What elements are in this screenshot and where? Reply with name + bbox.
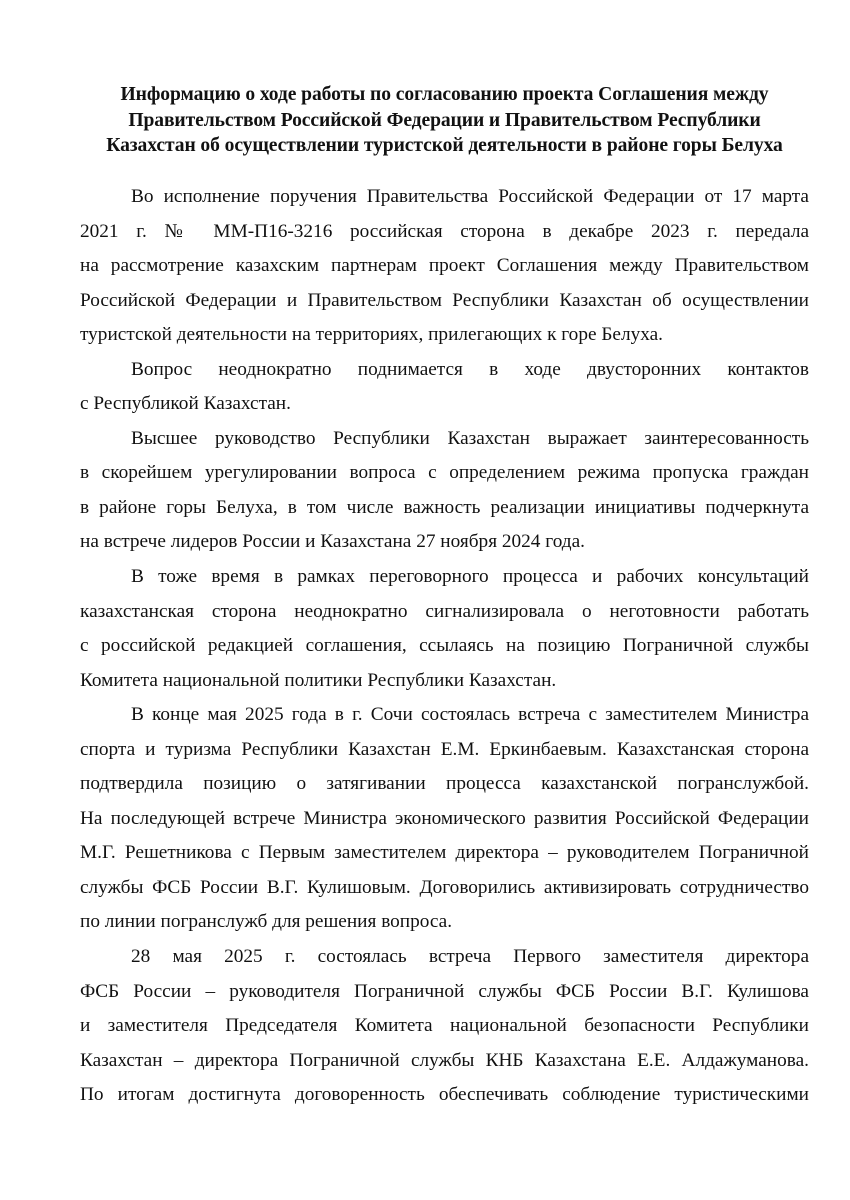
title-line: Информацию о ходе работы по согласованию проекта Соглашения между: [120, 84, 769, 105]
text-line: Высшее руководство Республики Казахстан выражает заинтересованность: [131, 427, 809, 449]
text-line: подтвердила позицию о затягивании процесса казахстанской погранслужбой.: [80, 773, 809, 795]
text-line: 28 мая 2025 г. состоялась встреча Первого заместителя директора: [131, 946, 809, 968]
text-line: спорта и туризма Республики Казахстан Е.М. Еркинбаевым. Казахстанская сторона: [80, 738, 809, 760]
text-line: Казахстан – директора Пограничной службы КНБ Казахстана Е.Е. Алдажуманова.: [80, 1049, 809, 1071]
paragraph-leadership-interest: [80, 422, 809, 560]
paragraph-instruction: [80, 180, 809, 353]
document-body: [80, 180, 809, 1113]
paragraph-sochi-meeting: [80, 698, 809, 940]
text-line: На последующей встрече Министра экономического развития Российской Федерации: [80, 807, 809, 829]
text-line: В конце мая 2025 года в г. Сочи состоялась встреча с заместителем Министра: [131, 704, 809, 726]
document-title: [80, 82, 809, 159]
paragraph-negotiations: [80, 560, 809, 698]
text-line: на встрече лидеров России и Казахстана 27 ноября 2024 года.: [80, 531, 585, 553]
text-line: на рассмотрение казахским партнерам проект Соглашения между Правительством: [80, 255, 809, 277]
text-line: по линии погранслужб для решения вопроса.: [80, 911, 453, 933]
text-line: 2021 г. № ММ-П16-3216 российская сторона в декабре 2023 г. передала: [80, 220, 809, 242]
text-line: в районе горы Белуха, в том числе важность реализации инициативы подчеркнута: [80, 496, 809, 518]
text-line: Вопрос неоднократно поднимается в ходе двусторонних контактов: [131, 358, 809, 380]
text-line: и заместителя Председателя Комитета национальной безопасности Республики: [80, 1015, 809, 1037]
text-line: службы ФСБ России В.Г. Кулишовым. Договорились активизировать сотрудничество: [80, 876, 809, 898]
title-line: Казахстан об осуществлении туристской деятельности в районе горы Белуха: [106, 135, 783, 156]
text-line: в скорейшем урегулировании вопроса с определением режима пропуска граждан: [80, 462, 809, 484]
text-line: Во исполнение поручения Правительства Российской Федерации от 17 марта: [131, 186, 809, 207]
text-line: М.Г. Решетникова с Первым заместителем директора – руководителем Пограничной: [80, 842, 809, 864]
title-line: Правительством Российской Федерации и Правительством Республики: [128, 109, 761, 131]
text-line: ФСБ России – руководителя Пограничной службы ФСБ России В.Г. Кулишова: [80, 980, 809, 1002]
text-line: с российской редакцией соглашения, ссылаясь на позицию Пограничной службы: [80, 635, 809, 657]
text-line: туристской деятельности на территориях, прилегающих к горе Белуха.: [80, 324, 664, 346]
paragraph-may-28-meeting: [80, 940, 809, 1113]
text-line: казахстанская сторона неоднократно сигнализировала о неготовности работать: [80, 600, 809, 622]
text-line: Российской Федерации и Правительством Республики Казахстан об осуществлении: [80, 289, 809, 311]
text-line: с Республикой Казахстан.: [80, 393, 291, 415]
text-line: По итогам достигнута договоренность обеспечивать соблюдение туристическими: [80, 1084, 809, 1106]
text-line: Комитета национальной политики Республики Казахстан.: [80, 669, 557, 691]
text-line: В тоже время в рамках переговорного процесса и рабочих консультаций: [131, 566, 809, 588]
paragraph-bilateral-contacts: [80, 353, 809, 422]
